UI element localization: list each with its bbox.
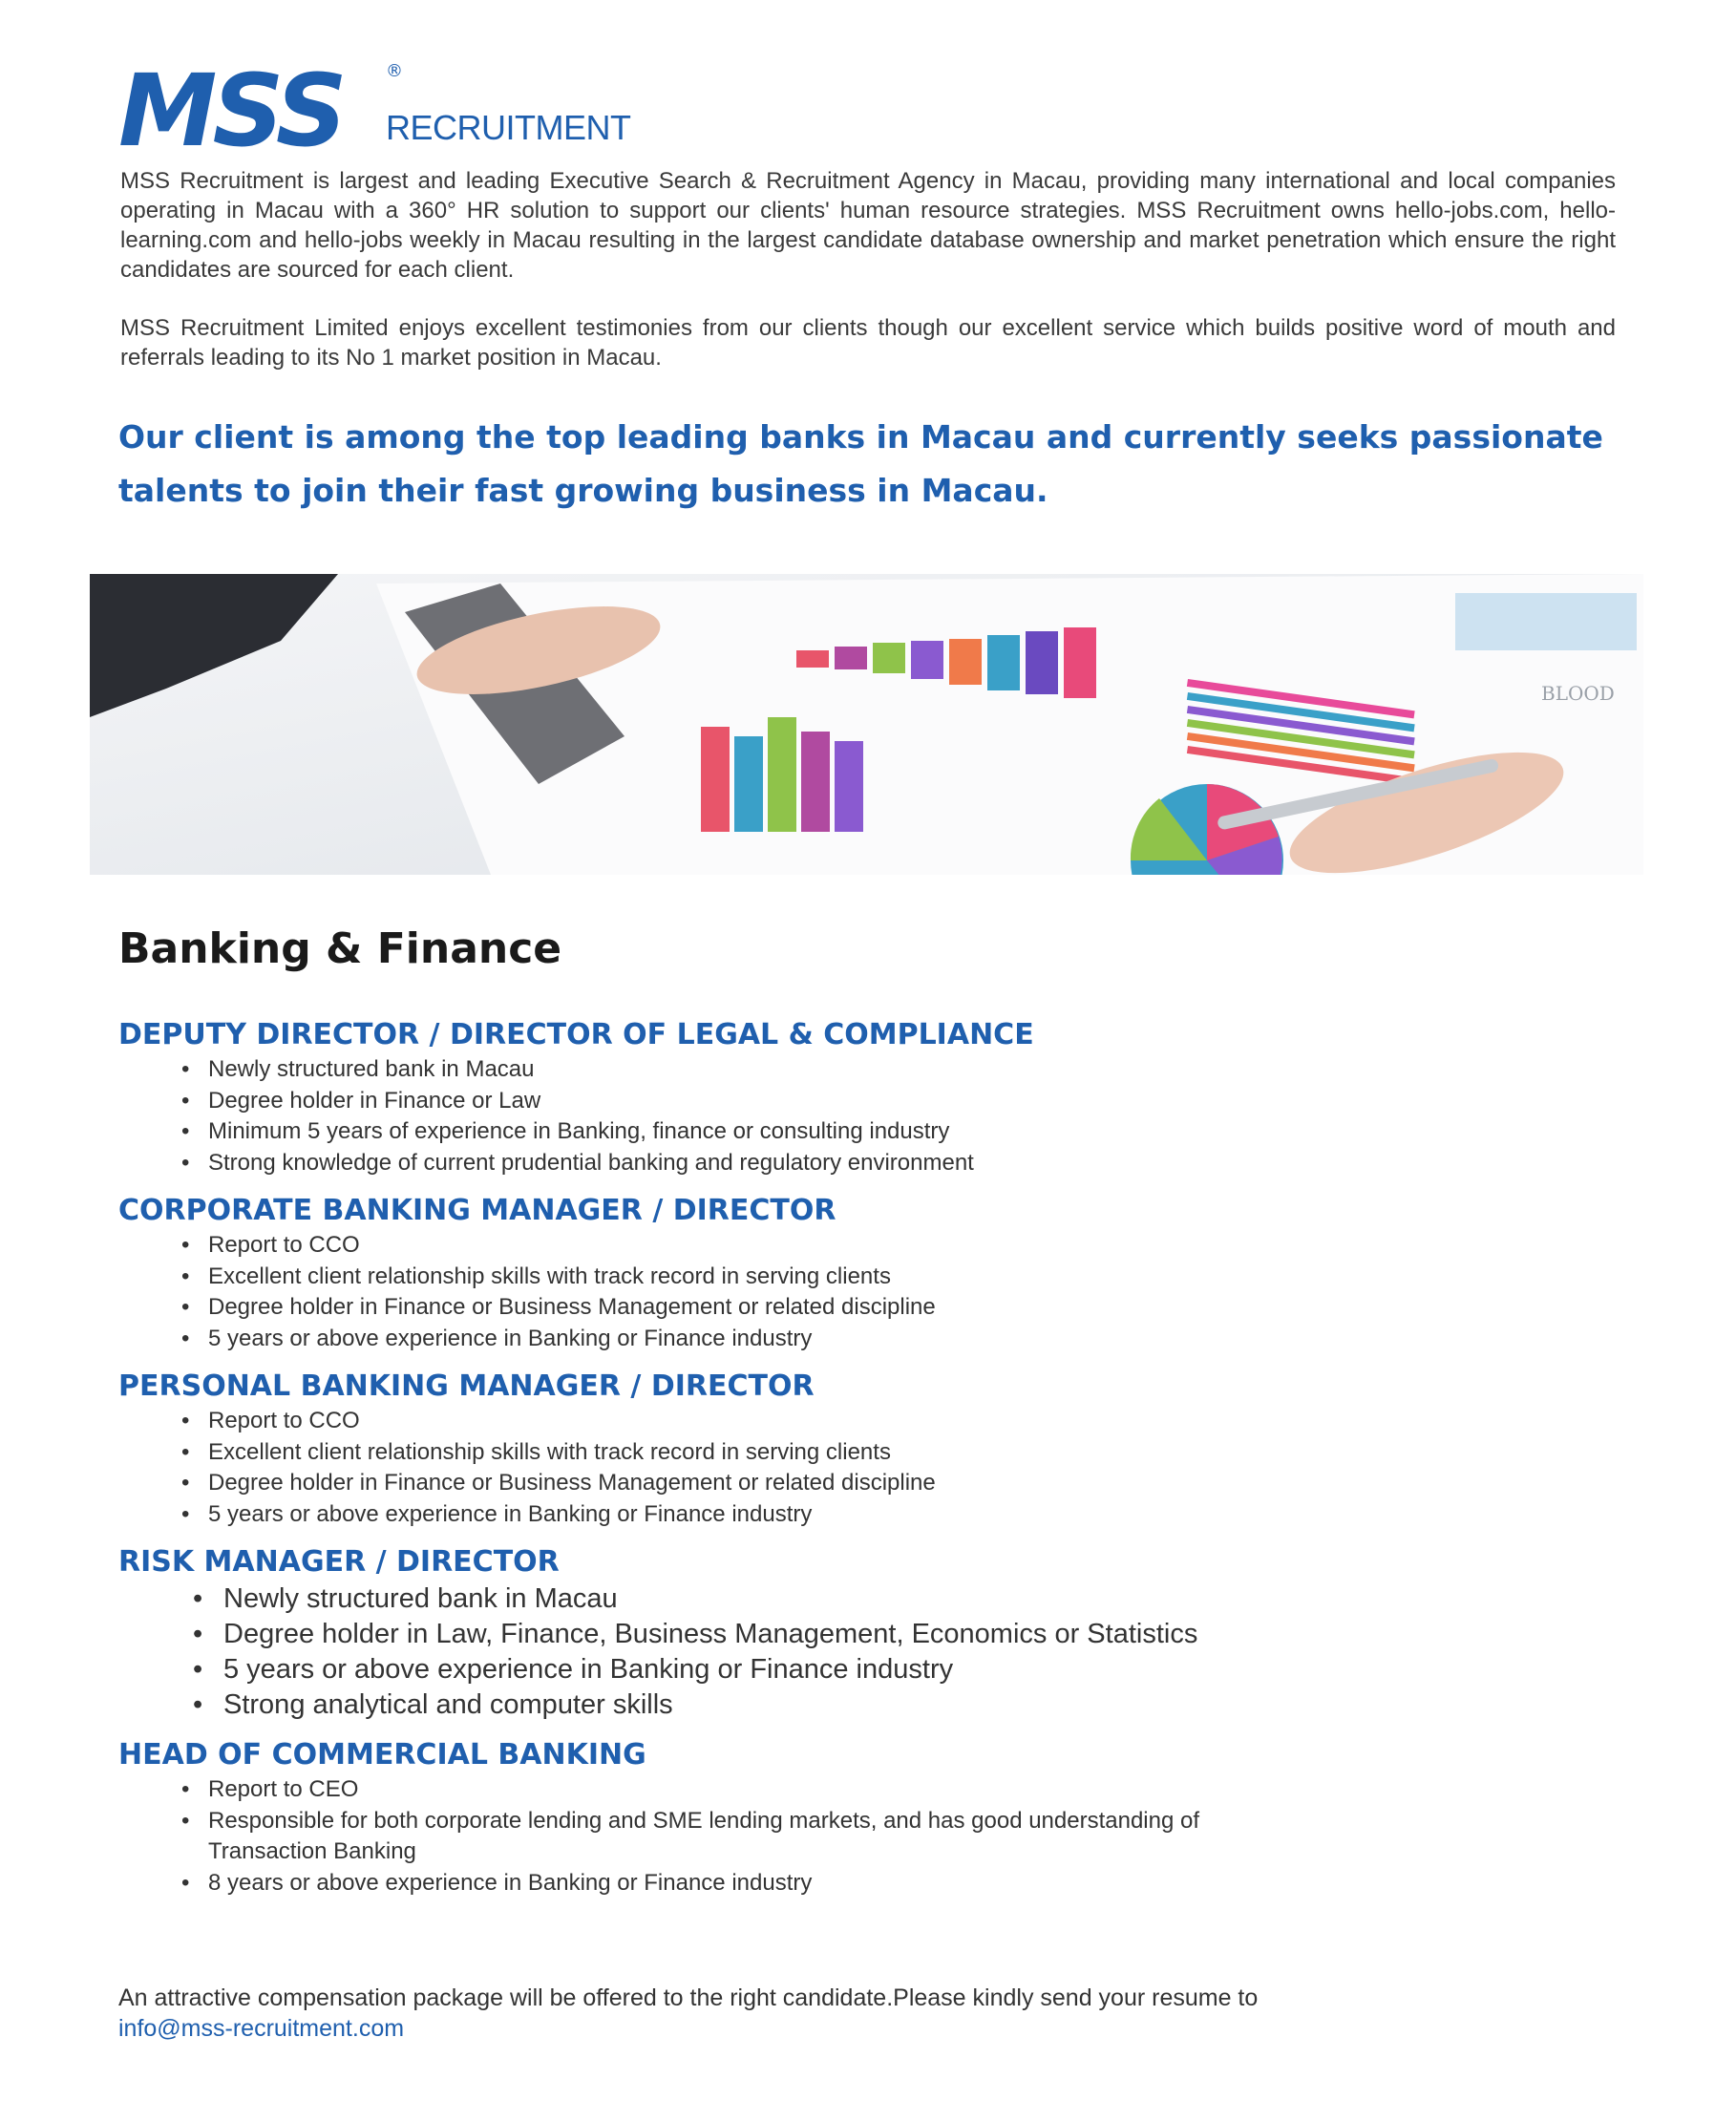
registered-mark: ® xyxy=(386,61,403,81)
company-logo xyxy=(118,53,631,169)
job-title: CORPORATE BANKING MANAGER / DIRECTOR xyxy=(118,1194,836,1227)
requirement-item: • Excellent client relationship skills with track record in serving clients xyxy=(208,1437,1627,1469)
requirement-item: • Newly structured bank in Macau xyxy=(208,1054,1627,1086)
requirement-item: • Report to CEO xyxy=(208,1774,1259,1806)
headline: Our client is among the top leading banks in Macau and currently seeks passionate talents to join their fast growing business in Macau. xyxy=(118,418,1603,509)
requirement-item: • Excellent client relationship skills with track record in serving clients xyxy=(208,1262,1627,1293)
closing-paragraph xyxy=(118,1983,1627,2044)
job-risk-manager xyxy=(118,1543,1627,1723)
requirement-item: • 8 years or above experience in Banking or Finance industry xyxy=(208,1868,1259,1899)
job-commercial-banking xyxy=(118,1736,1627,1899)
requirement-item: • Degree holder in Finance or Business Management or related discipline xyxy=(208,1468,1627,1499)
intro-paragraph-1: MSS Recruitment is largest and leading Executive Search & Recruitment Agency in Macau, providing many international and local companies operating in Macau with a 360° HR solution to support our clients' human resource strategies. MSS Recruitment owns hello-jobs.com, hello-learning.com and hello-jobs weekly in Macau resulting in the largest candidate database ownership and market penetration which ensure the right candidates are sourced for each client. xyxy=(120,168,1616,283)
requirement-item: • Degree holder in Finance or Law xyxy=(208,1086,1627,1117)
logo-subtext: RECRUITMENT xyxy=(386,108,631,147)
job-requirements xyxy=(118,1581,1627,1723)
requirement-item: • Newly structured bank in Macau xyxy=(223,1581,1627,1617)
intro-paragraph-2: MSS Recruitment Limited enjoys excellent testimonies from our clients though our excellent service which builds positive word of mouth and referrals leading to its No 1 market position in Macau. xyxy=(120,315,1616,371)
job-requirements xyxy=(118,1774,1259,1899)
job-requirements xyxy=(118,1406,1627,1530)
job-title: PERSONAL BANKING MANAGER / DIRECTOR xyxy=(118,1369,815,1403)
job-listings xyxy=(118,1016,1627,1912)
photo-illustration xyxy=(90,574,1643,875)
job-requirements xyxy=(118,1054,1627,1178)
requirement-item: • 5 years or above experience in Banking or Finance industry xyxy=(208,1324,1627,1355)
section-title: Banking & Finance xyxy=(118,924,562,973)
finance-charts-photo xyxy=(90,574,1643,875)
photo-printed-text: BLOOD xyxy=(1541,682,1615,705)
requirement-item: • 5 years or above experience in Banking or Finance industry xyxy=(208,1499,1627,1531)
requirement-item: • Strong analytical and computer skills xyxy=(223,1687,1627,1723)
logo-mark: MSS xyxy=(118,53,343,169)
requirement-item: • Degree holder in Law, Finance, Business Management, Economics or Statistics xyxy=(223,1617,1627,1652)
requirement-item: • Degree holder in Finance or Business Management or related discipline xyxy=(208,1292,1627,1324)
job-corporate-banking xyxy=(118,1192,1627,1354)
printed-table xyxy=(1455,593,1637,650)
requirement-item: • Report to CCO xyxy=(208,1230,1627,1262)
job-personal-banking xyxy=(118,1368,1627,1530)
requirement-item: • Report to CCO xyxy=(208,1406,1627,1437)
job-legal-compliance xyxy=(118,1016,1627,1178)
requirement-item: • Minimum 5 years of experience in Banking, finance or consulting industry xyxy=(208,1116,1627,1148)
requirement-item: • 5 years or above experience in Banking or Finance industry xyxy=(223,1652,1627,1687)
job-title: DEPUTY DIRECTOR / DIRECTOR OF LEGAL & COMPLIANCE xyxy=(118,1018,1034,1051)
requirement-item: • Responsible for both corporate lending and SME lending markets, and has good understanding of Transaction Banking xyxy=(208,1806,1259,1868)
job-requirements xyxy=(118,1230,1627,1354)
closing-text: An attractive compensation package will be offered to the right candidate.Please kindly send your resume to xyxy=(118,1984,1259,2011)
requirement-item: • Strong knowledge of current prudential banking and regulatory environment xyxy=(208,1148,1627,1179)
contact-email-link[interactable]: info@mss-recruitment.com xyxy=(118,2015,405,2042)
job-title: HEAD OF COMMERCIAL BANKING xyxy=(118,1738,646,1772)
job-title: RISK MANAGER / DIRECTOR xyxy=(118,1545,560,1579)
